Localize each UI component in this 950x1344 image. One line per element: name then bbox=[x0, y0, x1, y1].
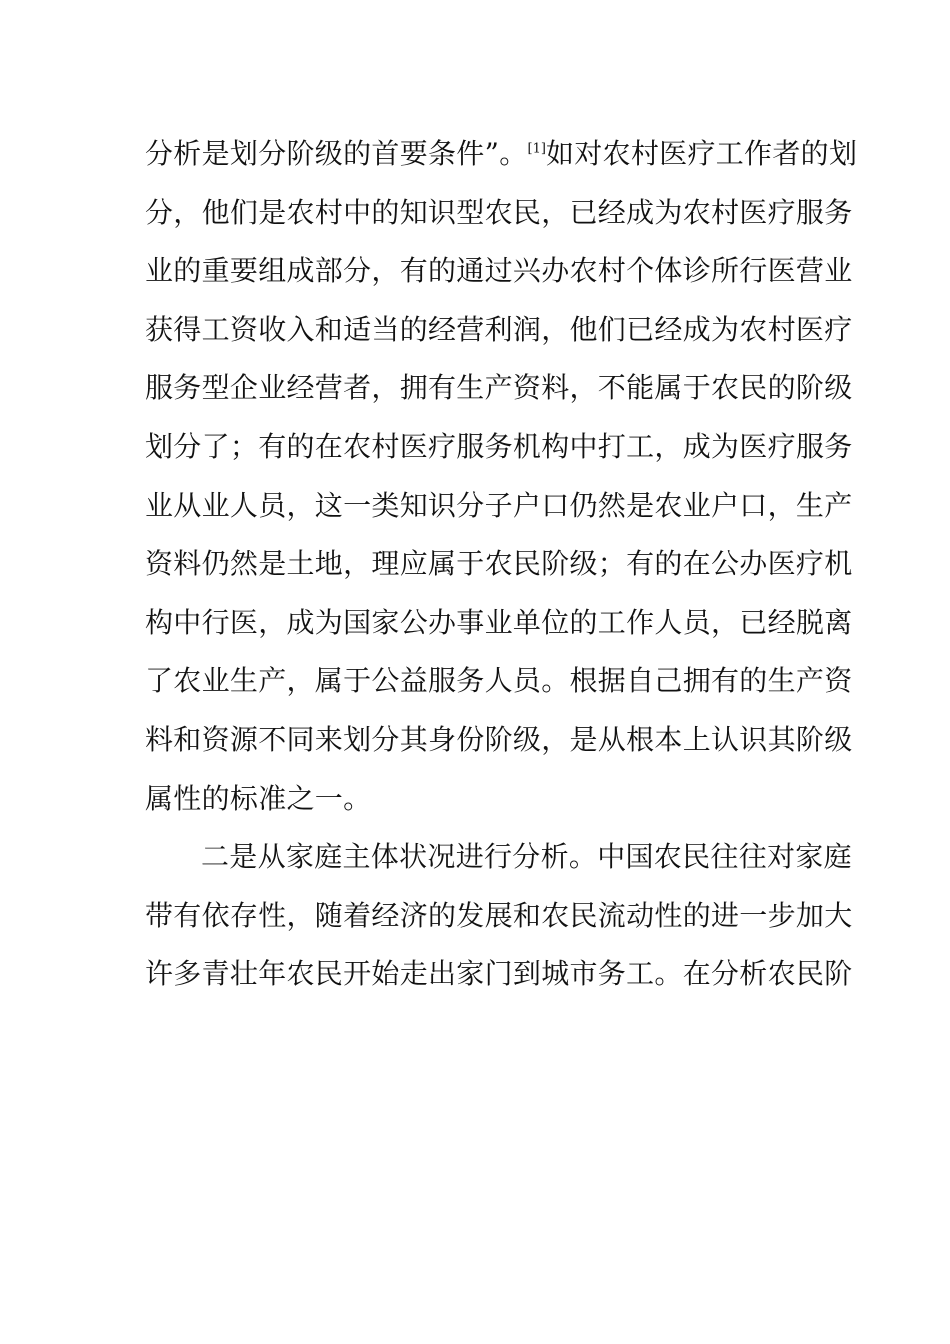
line-text: 分析是划分阶级的首要条件”。 bbox=[145, 137, 528, 170]
text-line: 带有依存性，随着经济的发展和农民流动性的进一步加大 bbox=[145, 898, 853, 932]
text-line: 构中行医，成为国家公办事业单位的工作人员，已经脱离 bbox=[145, 605, 853, 639]
text-line: 分，他们是农村中的知识型农民，已经成为农村医疗服务 bbox=[145, 195, 853, 229]
text-line: 获得工资收入和适当的经营利润，他们已经成为农村医疗 bbox=[145, 312, 853, 346]
paragraph-first-line: 二是从家庭主体状况进行分析。中国农民往往对家庭 bbox=[201, 840, 852, 874]
text-line bbox=[145, 128, 858, 180]
text-line: 许多青壮年农民开始走出家门到城市务工。在分析农民阶 bbox=[145, 957, 853, 991]
text-line: 划分了；有的在农村医疗服务机构中打工，成为医疗服务 bbox=[145, 429, 853, 463]
text-line: 服务型企业经营者，拥有生产资料，不能属于农民的阶级 bbox=[145, 371, 853, 405]
text-line: 料和资源不同来划分其身份阶级，是从根本上认识其阶级 bbox=[145, 722, 853, 756]
text-line: 属性的标准之一。 bbox=[145, 781, 372, 815]
footnote-reference: [1] bbox=[527, 141, 546, 157]
body-text bbox=[145, 128, 858, 1007]
line-text-continued: 如对农村医疗工作者的划 bbox=[545, 137, 858, 170]
text-line: 业的重要组成部分，有的通过兴办农村个体诊所行医营业 bbox=[145, 254, 853, 288]
text-line: 资料仍然是土地，理应属于农民阶级；有的在公办医疗机 bbox=[145, 547, 853, 581]
text-line: 了农业生产，属于公益服务人员。根据自己拥有的生产资 bbox=[145, 664, 853, 698]
text-line: 业从业人员，这一类知识分子户口仍然是农业户口，生产 bbox=[145, 488, 853, 522]
